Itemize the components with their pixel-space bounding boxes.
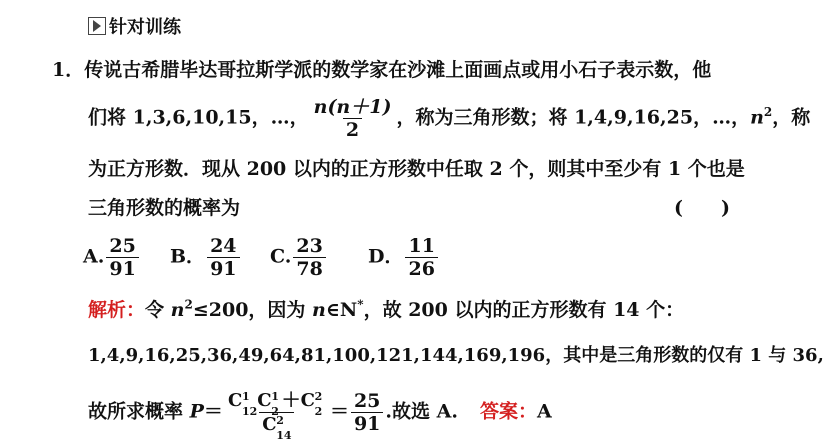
option-b[interactable]: B． $\frac{24}{91}$ bbox=[170, 236, 242, 279]
question-line-1: 1．传说古希腊毕达哥拉斯学派的数学家在沙滩上面画点或用小石子表示数，他 bbox=[52, 59, 712, 81]
option-c[interactable]: C. $\frac{23}{78}$ bbox=[270, 236, 328, 279]
question-number: 1． bbox=[52, 59, 85, 81]
question-line-3: 为正方形数．现从 200 以内的正方形数中任取 2 个，则其中至少有 1 个也是 bbox=[88, 158, 745, 180]
result-fraction: $\frac{25}{91}$ bbox=[351, 391, 383, 434]
solution-label: 解析： bbox=[88, 299, 146, 321]
heading-text: 针对训练 bbox=[109, 17, 181, 38]
question-line-2: 们将 1,3,6,10,15，…， $\frac{n(n+1)}{2}$ ，称为三角形数；将 1,4,9,16,25，…，$n^2$，称 bbox=[88, 96, 811, 141]
option-a[interactable]: A. $\frac{25}{91}$ bbox=[83, 236, 141, 279]
solution-line-1: 解析：令 $n^2\le 200$，因为 n∈N*，故 200 以内的正方形数有 14 个： bbox=[88, 297, 685, 321]
option-d-fraction: $\frac{11}{26}$ bbox=[405, 236, 437, 279]
option-b-fraction: $\frac{24}{91}$ bbox=[207, 236, 239, 279]
option-a-fraction: $\frac{25}{91}$ bbox=[106, 236, 138, 279]
option-c-fraction: $\frac{23}{78}$ bbox=[293, 236, 325, 279]
triangle-formula-fraction: $\frac{n(n+1)}{2}$ bbox=[313, 96, 392, 141]
solution-line-3: 故所求概率 P＝ C 1 12 C 1 2 ＋C 2 2 C 2 14 ＝ $\frac{25}{91}$ .故选 A. 答案：A bbox=[88, 389, 552, 442]
answer-label: 答案： bbox=[480, 400, 538, 423]
probability-fraction: C 1 12 C 1 2 ＋C 2 2 C 2 14 bbox=[227, 389, 323, 442]
answer-blank: ( ) bbox=[674, 197, 730, 219]
section-heading bbox=[88, 16, 181, 40]
question-line-4: 三角形数的概率为 bbox=[88, 197, 241, 219]
answer-value: A bbox=[537, 400, 552, 423]
option-d[interactable]: D． $\frac{11}{26}$ bbox=[368, 236, 440, 279]
solution-line-2: 1,4,9,16,25,36,49,64,81,100,121,144,169,196，其中是三角形数的仅有 1 与 36, bbox=[88, 345, 824, 366]
arrow-box-icon bbox=[88, 17, 106, 35]
